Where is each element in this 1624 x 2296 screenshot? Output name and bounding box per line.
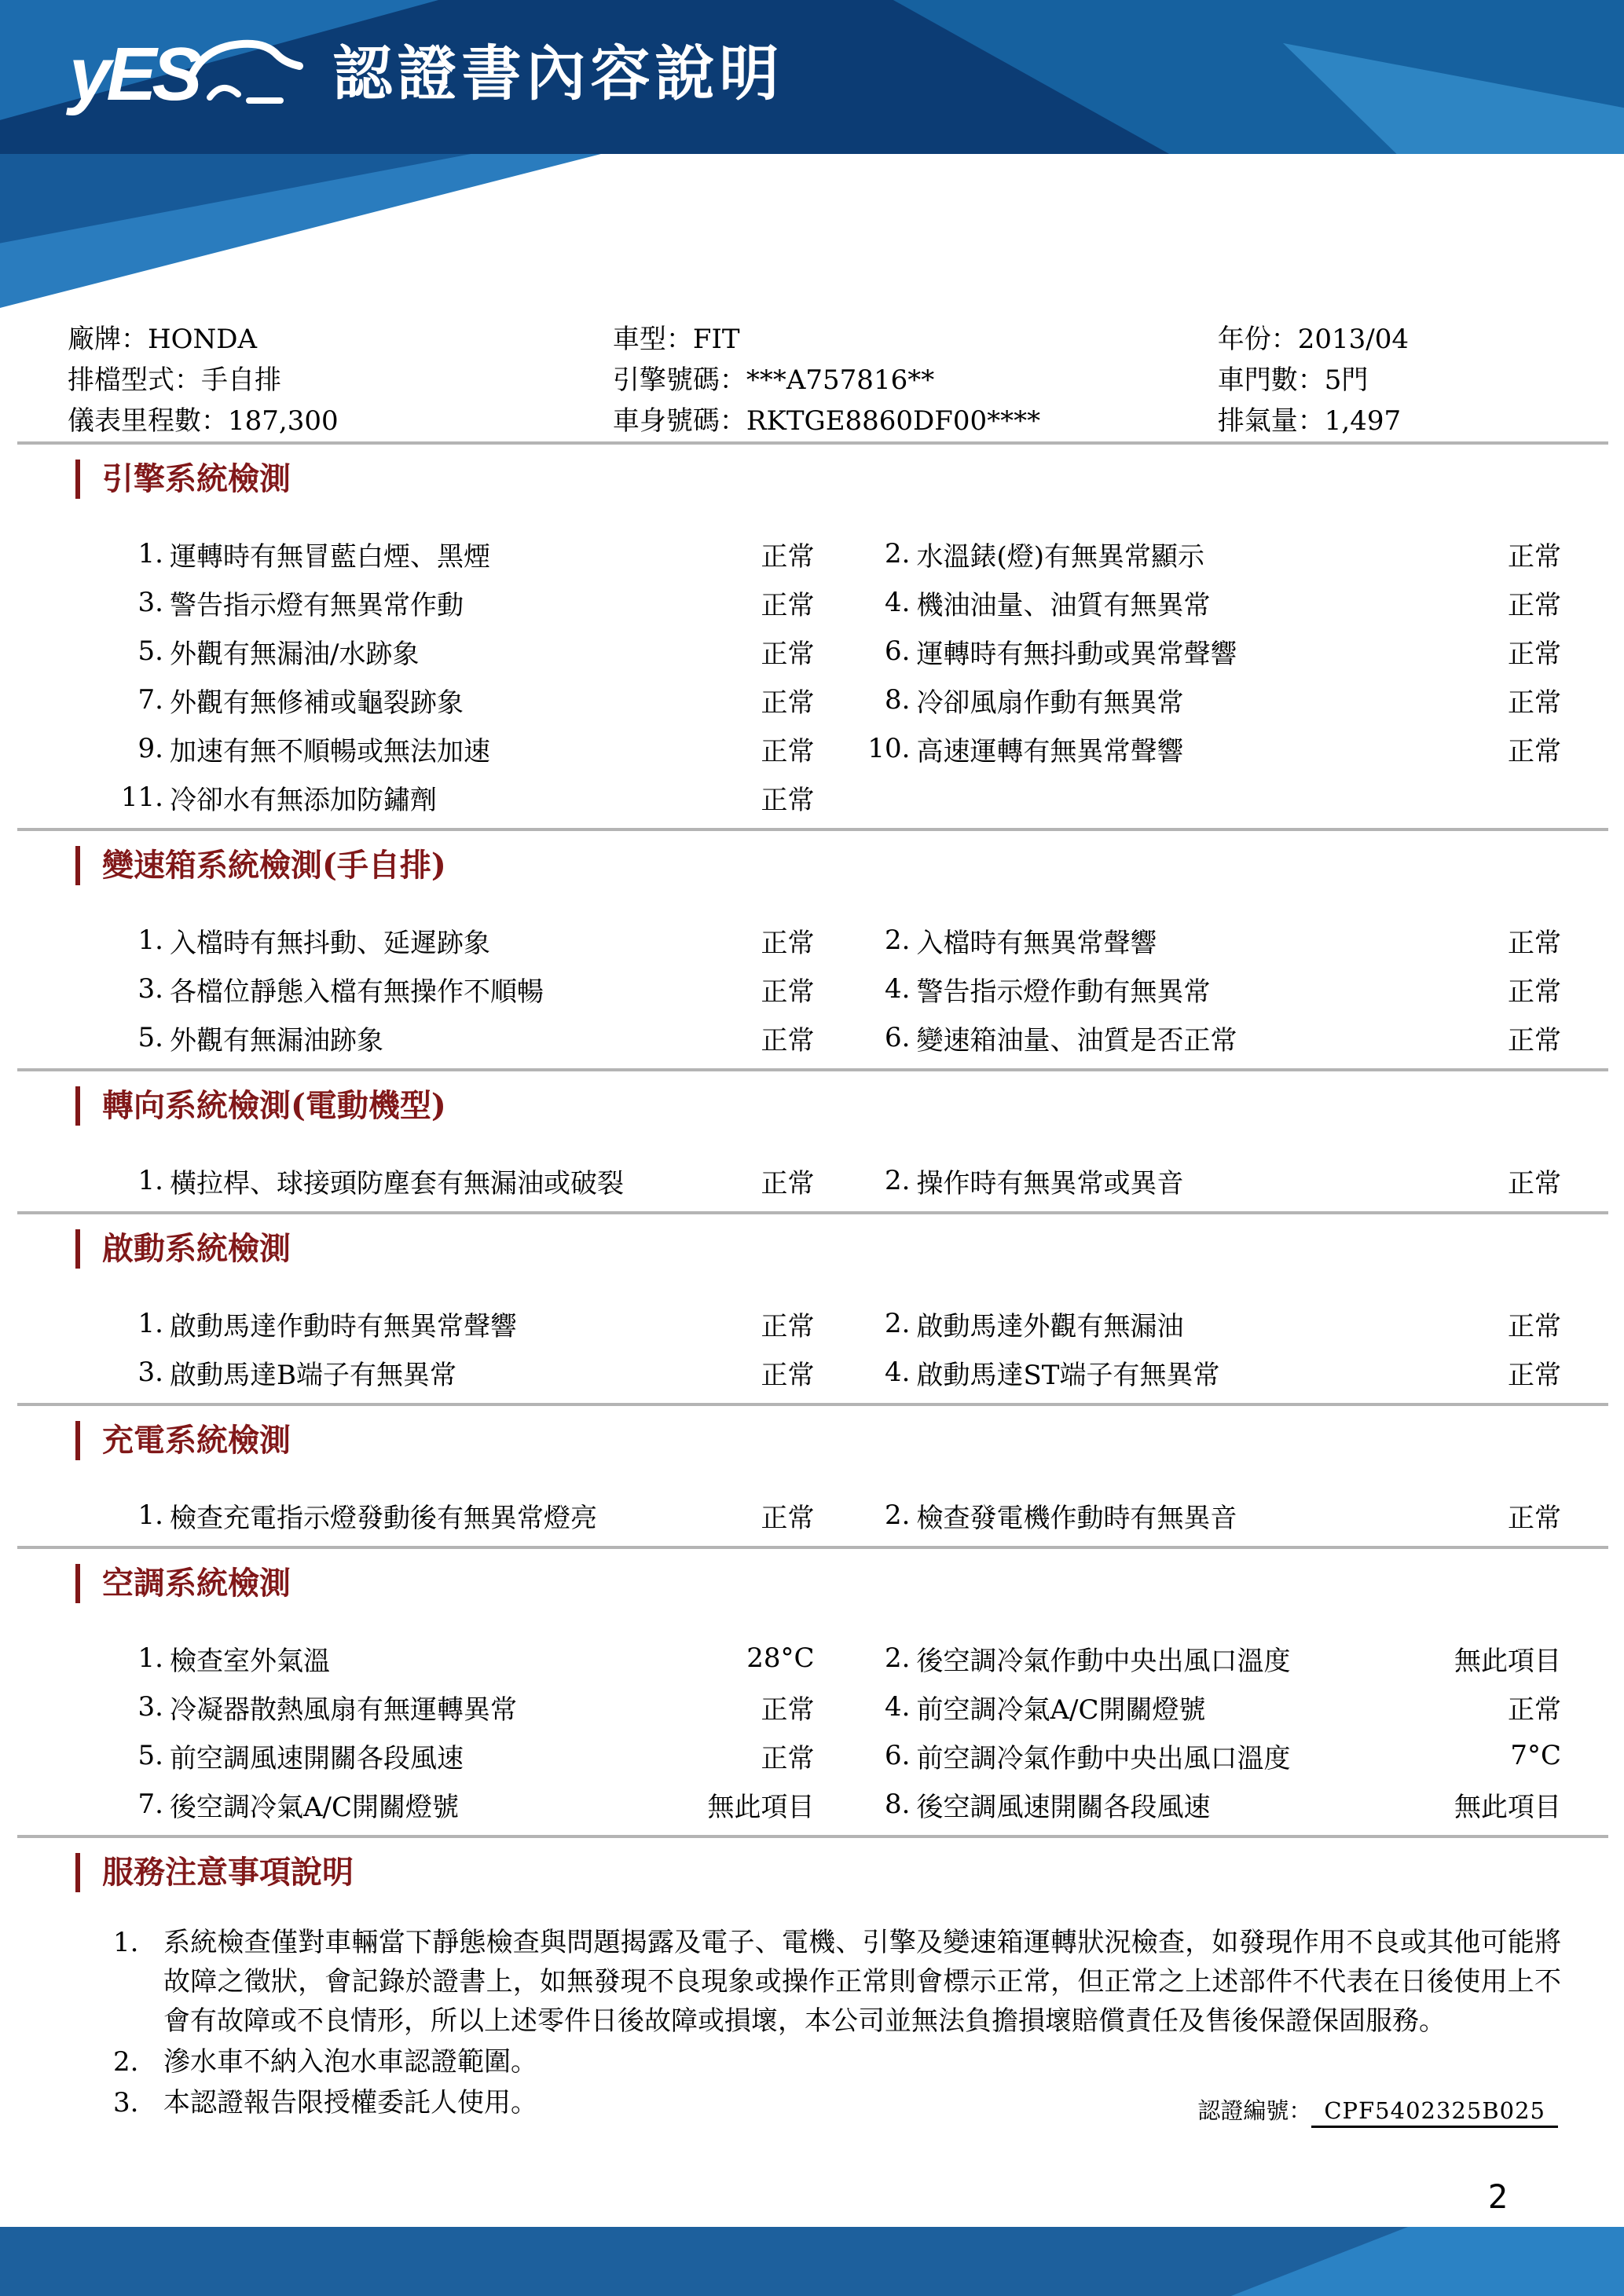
field-value: ***A757816** bbox=[746, 364, 935, 396]
check-item bbox=[865, 1491, 1562, 1540]
item-number: 3. bbox=[137, 587, 163, 618]
field-label: 車型： bbox=[612, 324, 693, 355]
check-item bbox=[865, 1683, 1562, 1731]
brand-area bbox=[69, 31, 783, 118]
section-title-bar-icon bbox=[75, 1229, 80, 1269]
item-result: 無此項目 bbox=[707, 1791, 815, 1823]
field-value: RKTGE8860DF00**** bbox=[746, 405, 1041, 437]
item-result: 正常 bbox=[761, 976, 815, 1008]
divider bbox=[17, 441, 1608, 445]
note-text: 系統檢查僅對車輛當下靜態檢查與問題揭露及電子、電機、引擎及變速箱運轉狀況檢查，如發現作用不良或其他可能將故障之徵狀，會記錄於證書上，如無發現不良現象或操作正常則會標示正常，但正常之上述部件不代表在日後使用上不會有故障或不良情形，所以上述零件日後故障或損壞，本公司並無法負擔損壞賠償責任及售後保證保固服務。 bbox=[163, 1927, 1561, 2037]
yes-logo-text: yES bbox=[69, 32, 198, 116]
item-result: 正常 bbox=[761, 1694, 815, 1726]
check-item bbox=[118, 1491, 815, 1540]
item-label: 啟動馬達ST端子有無異常 bbox=[916, 1359, 1220, 1391]
check-item-list bbox=[68, 1634, 1561, 1835]
vehicle-info-field bbox=[613, 401, 1218, 441]
check-item bbox=[118, 1634, 815, 1683]
item-number: 5. bbox=[137, 635, 163, 667]
field-value: 2013/04 bbox=[1297, 324, 1409, 355]
section-title bbox=[75, 1086, 1561, 1126]
vehicle-info-table bbox=[68, 319, 1561, 441]
item-label: 操作時有無異常或異音 bbox=[916, 1167, 1184, 1199]
check-item-list bbox=[68, 1491, 1561, 1546]
check-item-list bbox=[68, 1156, 1561, 1211]
item-label: 檢查充電指示燈發動後有無異常燈亮 bbox=[170, 1502, 597, 1534]
item-number: 3. bbox=[137, 1691, 163, 1723]
footer-graphic-dark bbox=[0, 2227, 1624, 2296]
item-label: 機油油量、油質有無異常 bbox=[916, 589, 1211, 621]
section-title-text: 服務注意事項說明 bbox=[102, 1854, 354, 1891]
check-item-list bbox=[68, 916, 1561, 1068]
item-label: 警告指示燈作動有無異常 bbox=[916, 976, 1211, 1008]
item-number: 1. bbox=[137, 925, 163, 956]
divider bbox=[17, 1211, 1608, 1214]
item-number: 10. bbox=[867, 733, 911, 764]
cert-number-row bbox=[1197, 2093, 1558, 2126]
item-label: 啟動馬達作動時有無異常聲響 bbox=[170, 1310, 517, 1342]
item-number: 4. bbox=[885, 1691, 911, 1723]
item-result: 正常 bbox=[1508, 927, 1561, 959]
check-item bbox=[118, 529, 815, 578]
item-result: 正常 bbox=[1508, 735, 1561, 767]
item-result: 正常 bbox=[1508, 1502, 1561, 1534]
item-label: 外觀有無漏油/水跡象 bbox=[170, 638, 420, 670]
check-item bbox=[865, 1348, 1562, 1397]
item-number: 2. bbox=[885, 1308, 911, 1339]
field-value: 手自排 bbox=[201, 364, 281, 396]
item-result: 正常 bbox=[1508, 976, 1561, 1008]
item-number: 2. bbox=[885, 1165, 911, 1196]
item-result: 正常 bbox=[761, 589, 815, 621]
item-result: 正常 bbox=[761, 1359, 815, 1391]
item-result: 正常 bbox=[1508, 1359, 1561, 1391]
check-item bbox=[865, 1013, 1562, 1062]
check-item bbox=[865, 965, 1562, 1013]
item-result: 正常 bbox=[1508, 1167, 1561, 1199]
check-section bbox=[68, 1563, 1561, 1838]
note-number: 2. bbox=[113, 2046, 139, 2078]
check-item bbox=[118, 916, 815, 965]
page-header bbox=[0, 0, 1624, 308]
vehicle-info-field bbox=[1218, 401, 1561, 441]
page-title: 認證書內容說明 bbox=[332, 41, 784, 108]
item-label: 運轉時有無抖動或異常聲響 bbox=[916, 638, 1237, 670]
item-number: 6. bbox=[885, 1022, 911, 1053]
field-label: 引擎號碼： bbox=[612, 364, 746, 396]
field-label: 廠牌： bbox=[68, 324, 148, 355]
check-item bbox=[865, 1156, 1562, 1205]
page-number: 2 bbox=[1487, 2177, 1508, 2216]
item-result: 正常 bbox=[1508, 687, 1561, 719]
check-section bbox=[68, 459, 1561, 831]
check-item bbox=[865, 916, 1562, 965]
section-title-text: 引擎系統檢測 bbox=[102, 460, 291, 497]
item-label: 啟動馬達B端子有無異常 bbox=[170, 1359, 456, 1391]
section-title bbox=[75, 1420, 1561, 1461]
item-label: 各檔位靜態入檔有無操作不順暢 bbox=[170, 976, 544, 1008]
yes-logo bbox=[69, 31, 306, 118]
item-result: 無此項目 bbox=[1454, 1791, 1561, 1823]
item-number: 6. bbox=[885, 1740, 911, 1771]
item-number: 2. bbox=[885, 925, 911, 956]
item-number: 9. bbox=[137, 733, 163, 764]
check-item bbox=[865, 1780, 1562, 1829]
item-result: 正常 bbox=[761, 927, 815, 959]
car-silhouette-icon bbox=[188, 31, 306, 113]
section-title bbox=[75, 845, 1561, 886]
service-notes-list bbox=[68, 1923, 1561, 2129]
vehicle-info-field bbox=[1218, 319, 1561, 360]
check-item bbox=[118, 578, 815, 627]
divider bbox=[17, 828, 1608, 831]
section-title bbox=[75, 459, 1561, 500]
check-item bbox=[865, 1731, 1562, 1780]
item-result: 正常 bbox=[761, 1167, 815, 1199]
item-label: 警告指示燈有無異常作動 bbox=[170, 589, 464, 621]
item-result: 正常 bbox=[1508, 1310, 1561, 1342]
item-label: 入檔時有無抖動、延遲跡象 bbox=[170, 927, 490, 959]
item-number: 1. bbox=[137, 1642, 163, 1674]
item-number: 8. bbox=[885, 684, 911, 716]
item-number: 2. bbox=[885, 1642, 911, 1674]
field-value: 187,300 bbox=[228, 405, 339, 437]
check-item bbox=[118, 724, 815, 773]
field-value: 5門 bbox=[1324, 364, 1369, 396]
note-number: 3. bbox=[113, 2087, 139, 2118]
vehicle-info-field bbox=[68, 401, 613, 441]
item-result: 正常 bbox=[761, 540, 815, 573]
check-section bbox=[68, 1420, 1561, 1549]
section-title-bar-icon bbox=[75, 460, 80, 499]
divider bbox=[17, 1835, 1608, 1838]
item-result: 正常 bbox=[1508, 1024, 1561, 1056]
item-number: 8. bbox=[885, 1789, 911, 1820]
check-sections bbox=[68, 459, 1561, 1838]
check-section bbox=[68, 845, 1561, 1071]
item-label: 冷凝器散熱風扇有無運轉異常 bbox=[170, 1694, 517, 1726]
item-label: 後空調風速開關各段風速 bbox=[916, 1791, 1211, 1823]
check-item bbox=[118, 1156, 815, 1205]
section-title-bar-icon bbox=[75, 1086, 80, 1126]
item-label: 水溫錶(燈)有無異常顯示 bbox=[916, 540, 1205, 573]
field-label: 車門數： bbox=[1217, 364, 1325, 396]
item-number: 11. bbox=[120, 782, 163, 813]
item-label: 外觀有無漏油跡象 bbox=[170, 1024, 383, 1056]
item-label: 檢查發電機作動時有無異音 bbox=[916, 1502, 1237, 1534]
check-section bbox=[68, 1229, 1561, 1406]
item-label: 橫拉桿、球接頭防塵套有無漏油或破裂 bbox=[170, 1167, 624, 1199]
item-number: 2. bbox=[885, 1500, 911, 1531]
item-result: 正常 bbox=[1508, 589, 1561, 621]
item-number: 4. bbox=[885, 587, 911, 618]
check-item bbox=[865, 676, 1562, 724]
check-item-list bbox=[68, 1299, 1561, 1403]
item-label: 後空調冷氣作動中央出風口溫度 bbox=[916, 1645, 1291, 1677]
item-number: 6. bbox=[885, 635, 911, 667]
item-number: 4. bbox=[885, 1357, 911, 1388]
item-number: 4. bbox=[885, 973, 911, 1005]
section-title-bar-icon bbox=[75, 1421, 80, 1460]
item-number: 1. bbox=[137, 1165, 163, 1196]
footer-band bbox=[0, 2227, 1624, 2296]
item-label: 前空調冷氣A/C開關燈號 bbox=[916, 1694, 1206, 1726]
item-result: 正常 bbox=[761, 1502, 815, 1534]
item-result: 正常 bbox=[761, 1310, 815, 1342]
note-number: 1. bbox=[113, 1927, 139, 1958]
check-item bbox=[865, 724, 1562, 773]
section-title bbox=[75, 1229, 1561, 1269]
item-result: 正常 bbox=[1508, 1694, 1561, 1726]
section-title bbox=[75, 1563, 1561, 1604]
check-section bbox=[68, 1086, 1561, 1214]
item-label: 外觀有無修補或龜裂跡象 bbox=[170, 687, 464, 719]
field-label: 儀表里程數： bbox=[68, 405, 228, 437]
check-item bbox=[118, 1683, 815, 1731]
section-title-bar-icon bbox=[75, 1853, 80, 1892]
section-title-bar-icon bbox=[75, 1564, 80, 1603]
service-notes bbox=[113, 1923, 1561, 2122]
item-result: 28°C bbox=[746, 1642, 815, 1674]
document-body bbox=[0, 319, 1624, 2129]
item-label: 冷卻風扇作動有無異常 bbox=[916, 687, 1184, 719]
vehicle-info-field bbox=[613, 319, 1218, 360]
service-notes-section bbox=[68, 1852, 1561, 2129]
item-label: 冷卻水有無添加防鏽劑 bbox=[170, 784, 437, 816]
item-label: 運轉時有無冒藍白煙、黑煙 bbox=[170, 540, 490, 573]
field-label: 年份： bbox=[1217, 324, 1298, 355]
vehicle-info-field bbox=[68, 319, 613, 360]
item-label: 前空調冷氣作動中央出風口溫度 bbox=[916, 1742, 1291, 1774]
check-item-list bbox=[68, 529, 1561, 828]
item-result: 正常 bbox=[1508, 638, 1561, 670]
field-value: HONDA bbox=[148, 324, 258, 355]
check-item bbox=[118, 773, 815, 822]
check-item bbox=[118, 965, 815, 1013]
item-result: 7°C bbox=[1510, 1740, 1561, 1771]
item-result: 正常 bbox=[761, 735, 815, 767]
section-title bbox=[75, 1852, 1561, 1893]
item-result: 正常 bbox=[1508, 540, 1561, 573]
note-text: 本認證報告限授權委託人使用。 bbox=[163, 2087, 537, 2118]
item-label: 入檔時有無異常聲響 bbox=[916, 927, 1157, 959]
item-number: 3. bbox=[137, 1357, 163, 1388]
check-item bbox=[118, 1780, 815, 1829]
section-title-text: 變速箱系統檢測(手自排) bbox=[102, 847, 446, 884]
check-item bbox=[865, 1634, 1562, 1683]
check-item bbox=[865, 1299, 1562, 1348]
field-label: 排氣量： bbox=[1217, 405, 1325, 437]
item-result: 正常 bbox=[761, 1024, 815, 1056]
item-number: 7. bbox=[137, 684, 163, 716]
cert-number-label: 認證編號： bbox=[1197, 2097, 1312, 2124]
field-label: 車身號碼： bbox=[612, 405, 746, 437]
section-title-text: 轉向系統檢測(電動機型) bbox=[102, 1087, 446, 1124]
field-label: 排檔型式： bbox=[68, 364, 201, 396]
check-item bbox=[865, 627, 1562, 676]
item-number: 1. bbox=[137, 538, 163, 569]
item-label: 變速箱油量、油質是否正常 bbox=[916, 1024, 1237, 1056]
check-item bbox=[118, 1299, 815, 1348]
item-result: 正常 bbox=[761, 784, 815, 816]
item-label: 加速有無不順暢或無法加速 bbox=[170, 735, 490, 767]
item-result: 正常 bbox=[761, 1742, 815, 1774]
section-title-bar-icon bbox=[75, 846, 80, 885]
item-number: 3. bbox=[137, 973, 163, 1005]
item-number: 5. bbox=[137, 1740, 163, 1771]
field-value: 1,497 bbox=[1324, 405, 1402, 437]
item-number: 1. bbox=[137, 1308, 163, 1339]
field-value: FIT bbox=[692, 324, 740, 355]
item-label: 啟動馬達外觀有無漏油 bbox=[916, 1310, 1184, 1342]
item-label: 檢查室外氣溫 bbox=[170, 1645, 330, 1677]
note-text: 滲水車不納入泡水車認證範圍。 bbox=[163, 2046, 537, 2078]
service-note bbox=[113, 1923, 1561, 2041]
vehicle-info-field bbox=[613, 360, 1218, 401]
check-item bbox=[118, 1013, 815, 1062]
check-item bbox=[118, 676, 815, 724]
item-result: 無此項目 bbox=[1454, 1645, 1561, 1677]
item-label: 前空調風速開關各段風速 bbox=[170, 1742, 464, 1774]
service-note bbox=[113, 2042, 1561, 2082]
section-title-text: 空調系統檢測 bbox=[102, 1565, 291, 1602]
vehicle-info-field bbox=[1218, 360, 1561, 401]
section-title-text: 充電系統檢測 bbox=[102, 1422, 291, 1459]
item-number: 2. bbox=[885, 538, 911, 569]
divider bbox=[17, 1403, 1608, 1406]
check-item bbox=[118, 1731, 815, 1780]
item-result: 正常 bbox=[761, 687, 815, 719]
item-number: 5. bbox=[137, 1022, 163, 1053]
vehicle-info-field bbox=[68, 360, 613, 401]
cert-number-value: CPF5402325B025 bbox=[1311, 2097, 1558, 2128]
item-label: 後空調冷氣A/C開關燈號 bbox=[170, 1791, 460, 1823]
section-title-text: 啟動系統檢測 bbox=[102, 1230, 291, 1267]
check-item bbox=[118, 627, 815, 676]
item-label: 高速運轉有無異常聲響 bbox=[916, 735, 1184, 767]
check-item bbox=[118, 1348, 815, 1397]
divider bbox=[17, 1068, 1608, 1071]
item-number: 7. bbox=[137, 1789, 163, 1820]
divider bbox=[17, 1546, 1608, 1549]
item-number: 1. bbox=[137, 1500, 163, 1531]
check-item bbox=[865, 578, 1562, 627]
check-item bbox=[865, 529, 1562, 578]
item-result: 正常 bbox=[761, 638, 815, 670]
